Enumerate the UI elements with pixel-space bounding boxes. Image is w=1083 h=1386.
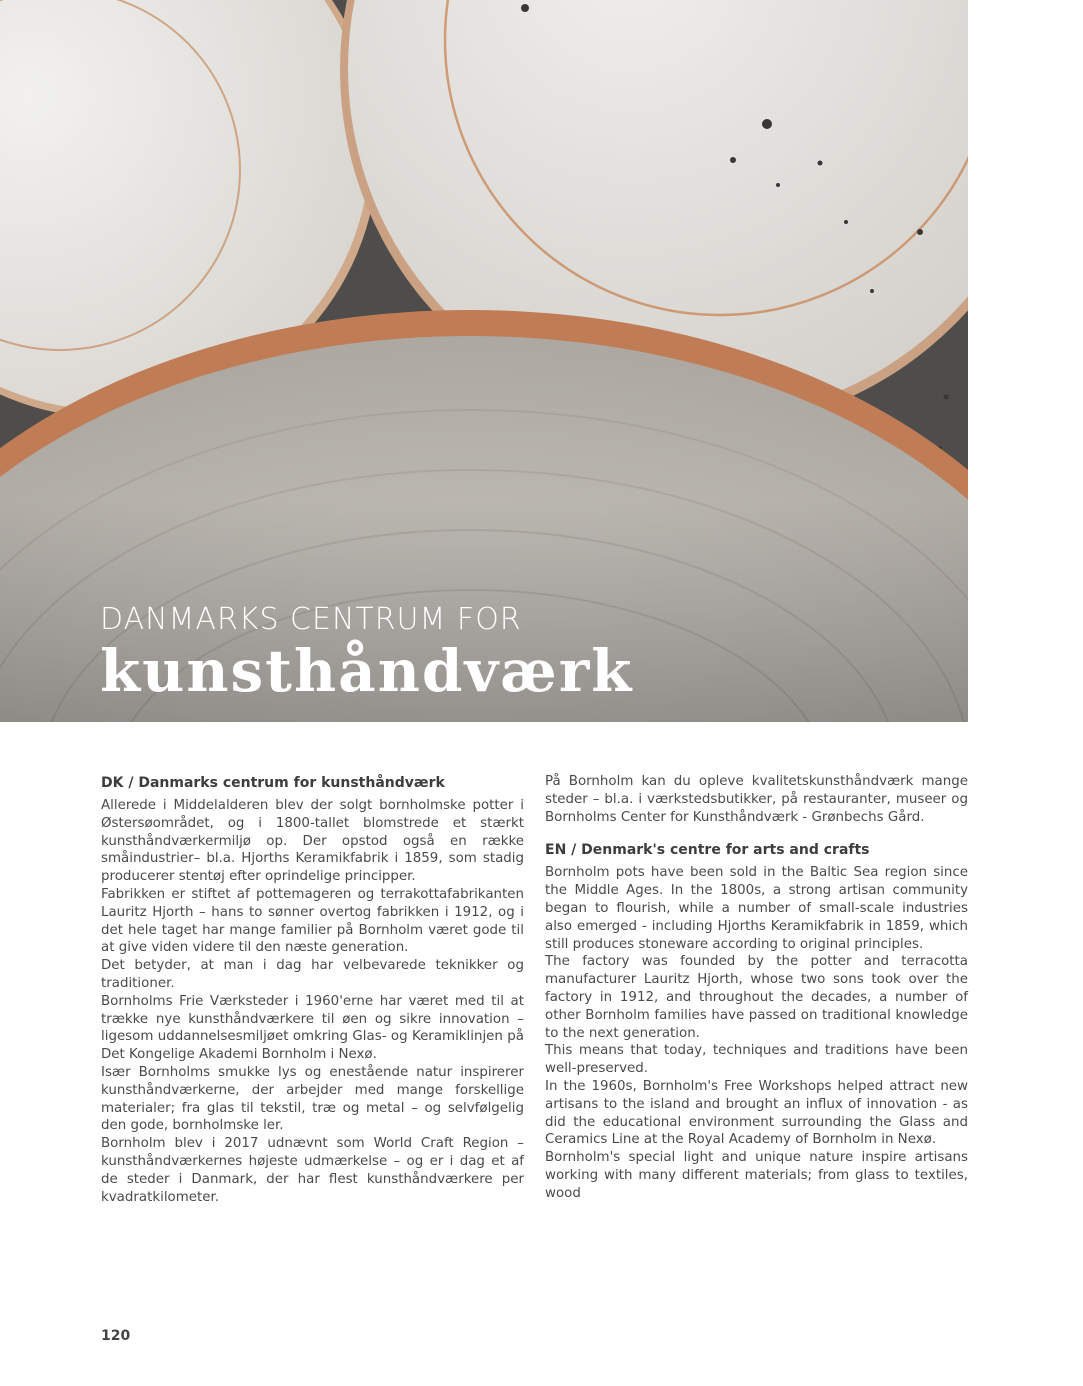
danish-heading: DK / Danmarks centrum for kunsthåndværk	[101, 775, 445, 791]
en-paragraph: The factory was founded by the potter and terracotta manufacturer Lauritz Hjorth, whose two sons took over the factory in 1912, and throughout the decades, a number of other Bornholm families have passed on traditional knowledge to the next generation.	[545, 954, 968, 1041]
hero-kicker: DANMARKS CENTRUM FOR	[100, 602, 522, 637]
hero-main-title: kunsthåndværk	[100, 637, 634, 705]
dk-paragraph: Bornholms Frie Værksteder i 1960'erne har været med til at trække nye kunsthåndværkere til øen og sikre innovation – ligesom uddannelsesmiljøet omkring Glas- og Keramiklinjen på Det Kongelige Akademi Bornholm i Nexø.	[101, 993, 524, 1063]
danish-column	[101, 773, 524, 1206]
english-column	[545, 773, 968, 1203]
hero-photo	[0, 0, 968, 722]
hero-title	[100, 600, 634, 705]
dk-paragraph: Det betyder, at man i dag har velbevarede teknikker og traditioner.	[101, 958, 524, 991]
en-paragraph: Bornholm's special light and unique nature inspire artisans working with many different materials; from glass to textiles, wood	[545, 1150, 968, 1201]
dk-paragraph: Bornholm blev i 2017 udnævnt som World Craft Region – kunsthåndværkernes højeste udmærkelse – og er i dag et af de steder i Danmark, der har flest kunsthåndværkere per kvadratkilometer.	[101, 1136, 524, 1205]
en-paragraph: Bornholm pots have been sold in the Baltic Sea region since the Middle Ages. In the 1800s, a strong artisan community began to flourish, while a number of small-scale industries also emerged - including Hjorths Keramikfabrik in 1859, which still produces stoneware according to original principles.	[545, 865, 968, 952]
dk-paragraph: Især Bornholms smukke lys og enestående natur inspirerer kunsthåndværkerne, der arbejder med mange forskellige materialer; fra glas til tekstil, træ og metal – og selvfølgelig den gode, bornholmske ler.	[101, 1064, 524, 1134]
dk-paragraph: Fabrikken er stiftet af pottemageren og terrakottafabrikanten Lauritz Hjorth – hans to sønner overtog fabrikken i 1912, og i det hele taget har mange familier på Bornholm været gode til at give viden videre til den næste generation.	[101, 886, 524, 956]
english-heading: EN / Denmark's centre for arts and crafts	[545, 842, 870, 859]
dk-continuation-paragraph: På Bornholm kan du opleve kvalitetskunsthåndværk mange steder – bl.a. i værkstedsbutikker, på restauranter, museer og Bornholms Center for Kunsthåndværk - Grønbechs Gård.	[545, 774, 968, 825]
en-paragraph: In the 1960s, Bornholm's Free Workshops helped attract new artisans to the island and brought an influx of innovation - as did the educational environment surrounding the Glass and Ceramics Line at the Royal Academy of Bornholm in Nexø.	[545, 1078, 968, 1148]
page-number: 120	[101, 1328, 131, 1344]
dk-paragraph: Allerede i Middelalderen blev der solgt bornholmske potter i Østersøområdet, og i 1800-tallet blomstrede et stærkt kunsthåndværkermiljø op. Der opstod også en række småindustrier– bl.a. Hjorths Keramikfabrik i 1859, som stadig producerer stentøj efter oprindelige principper.	[101, 798, 524, 885]
en-paragraph: This means that today, techniques and traditions have been well-preserved.	[545, 1043, 968, 1077]
